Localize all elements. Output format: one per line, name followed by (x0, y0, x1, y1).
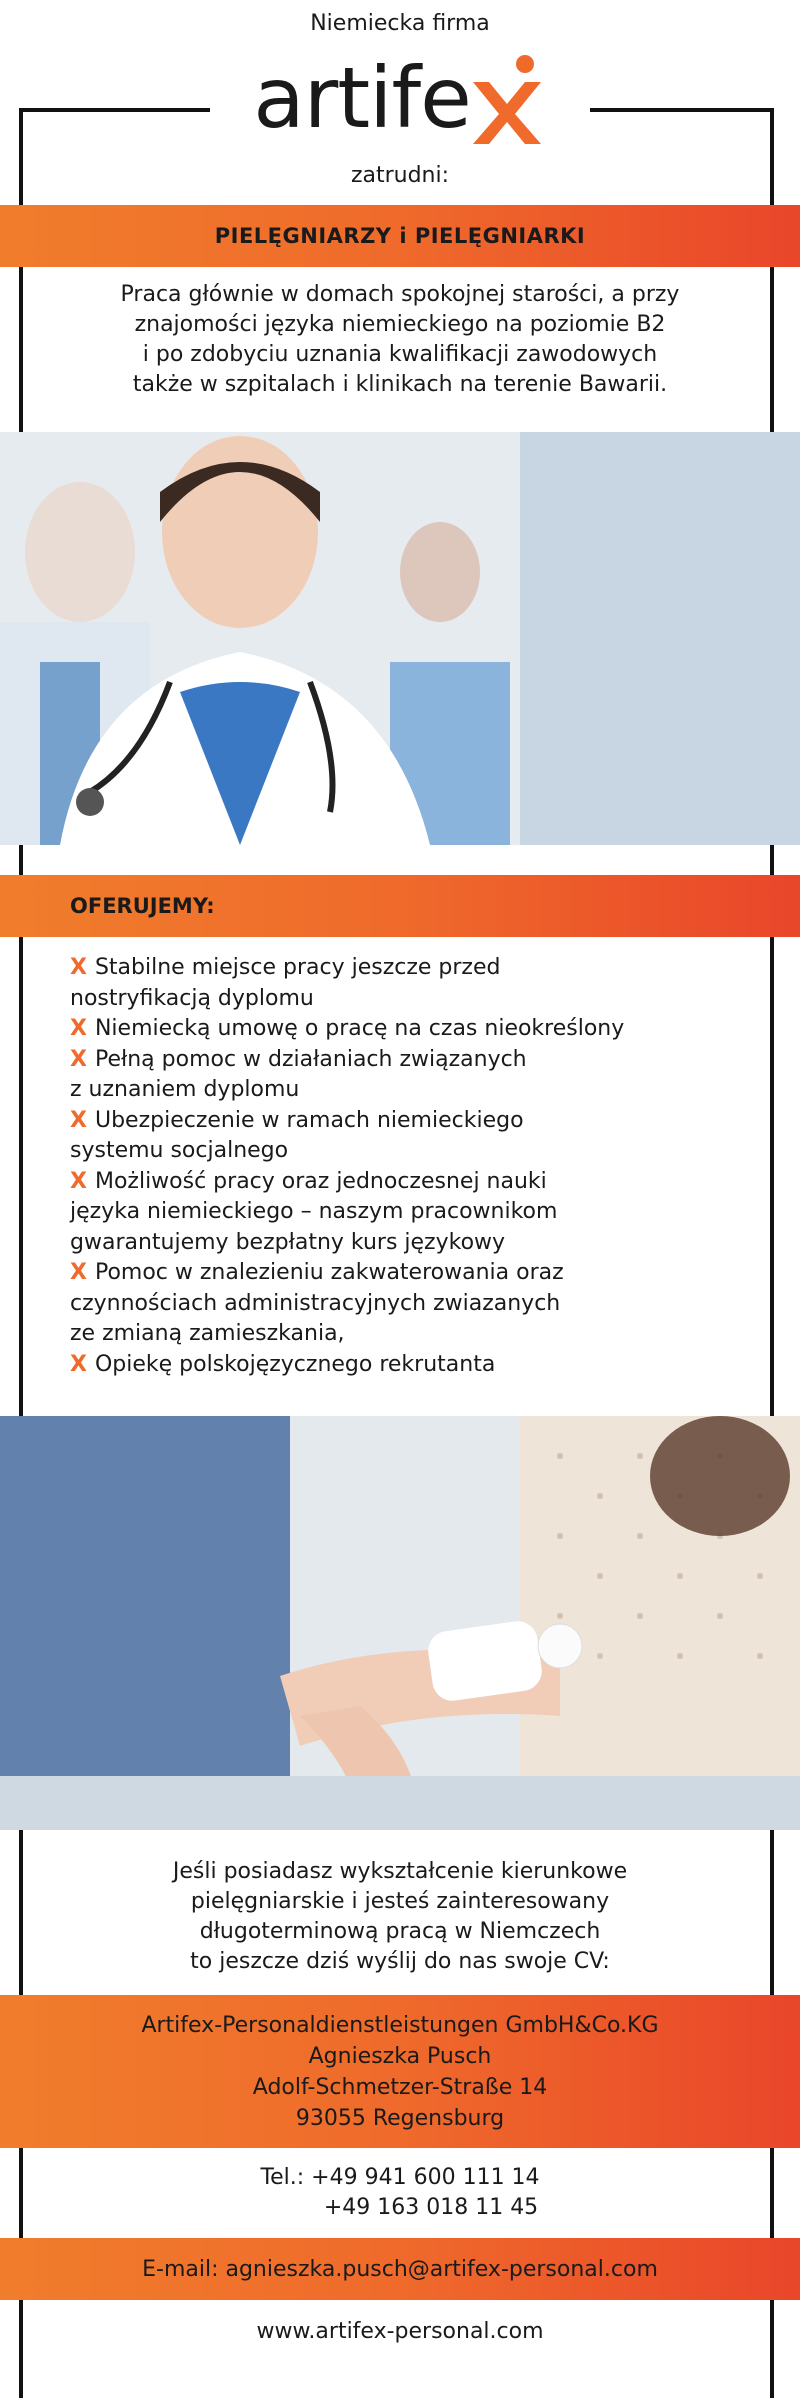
x-bullet-icon: X (70, 1107, 87, 1133)
x-bullet-icon: X (70, 955, 87, 980)
intro-line: znajomości języka niemieckiego na poziomie B2 (134, 312, 666, 337)
hires-label: zatrudni: (350, 163, 450, 188)
nurse-illustration (0, 432, 800, 845)
address-band (0, 1995, 800, 2148)
x-bullet-icon: X (70, 1016, 87, 1041)
benefit-item: X Niemiecką umowę o pracę na czas nieokreślony (70, 1016, 625, 1041)
email-band (0, 2238, 800, 2300)
phone-line-2[interactable]: +49 163 018 11 45 (323, 2195, 539, 2220)
cta-line: Jeśli posiadasz wykształcenie kierunkowe (172, 1859, 628, 1884)
website-link[interactable]: www.artifex-personal.com (256, 2319, 544, 2344)
cta-line: długoterminową pracą w Niemczech (199, 1919, 601, 1944)
benefit-item: X Możliwość pracy oraz jednoczesnej nauki języka niemieckiego – naszym pracownikom gwarantujemy bezpłatny kurs językowy (70, 1168, 558, 1255)
care-photo (0, 1416, 800, 1830)
x-bullet-icon: X (70, 1168, 87, 1194)
cta-text (80, 1857, 720, 1977)
benefit-item: X Opiekę polskojęzycznego rekrutanta (70, 1351, 496, 1377)
x-bullet-icon: X (70, 1260, 87, 1285)
x-bullet-icon: X (70, 1046, 87, 1072)
phone-block (0, 2163, 800, 2223)
benefit-item: X Stabilne miejsce pracy jeszcze przed nostryfikacją dyplomu (70, 955, 501, 1011)
benefit-item: X Ubezpieczenie w ramach niemieckiego systemu socjalnego (70, 1107, 524, 1163)
company-intro: Niemiecka firma (310, 11, 490, 36)
contact-person: Agnieszka Pusch (308, 2043, 492, 2069)
street-address: Adolf-Schmetzer-Straße 14 (252, 2074, 548, 2100)
cta-line: to jeszcze dziś wyślij do nas swoje CV: (190, 1949, 610, 1974)
intro-line: Praca głównie w domach spokojnej starości, a przy (120, 282, 680, 307)
intro-line: i po zdobyciu uznania kwalifikacji zawodowych (142, 342, 658, 367)
job-title-band (0, 205, 800, 267)
email-link[interactable]: E-mail: agnieszka.pusch@artifex-personal.com (142, 2256, 658, 2282)
benefit-item: X Pełną pomoc w działaniach związanych z uznaniem dyplomu (70, 1046, 527, 1102)
phone-line-1[interactable]: Tel.: +49 941 600 111 14 (260, 2165, 540, 2190)
intro-text (60, 280, 740, 400)
logo-x-icon (467, 52, 547, 144)
benefit-item: X Pomoc w znalezieniu zakwaterowania oraz czynnościach administracyjnych zwiazanych ze zmianą zamieszkania, (70, 1260, 564, 1346)
x-bullet-icon: X (70, 1351, 87, 1377)
city-address: 93055 Regensburg (295, 2105, 505, 2131)
company-name: Artifex-Personaldienstleistungen GmbH&Co.KG (141, 2012, 659, 2038)
care-illustration (0, 1416, 800, 1830)
offer-band (0, 875, 800, 937)
intro-line: także w szpitalach i klinikach na terenie Bawarii. (132, 372, 668, 397)
benefits-list (70, 953, 750, 1380)
job-title: PIELĘGNIARZY i PIELĘGNIARKI (214, 224, 586, 248)
nurse-photo (0, 432, 800, 845)
cta-line: pielęgniarskie i jesteś zainteresowany (190, 1889, 610, 1914)
logo-wordmark: artife (253, 49, 471, 147)
offer-heading: OFERUJEMY: (70, 894, 215, 918)
artifex-logo (0, 48, 800, 148)
